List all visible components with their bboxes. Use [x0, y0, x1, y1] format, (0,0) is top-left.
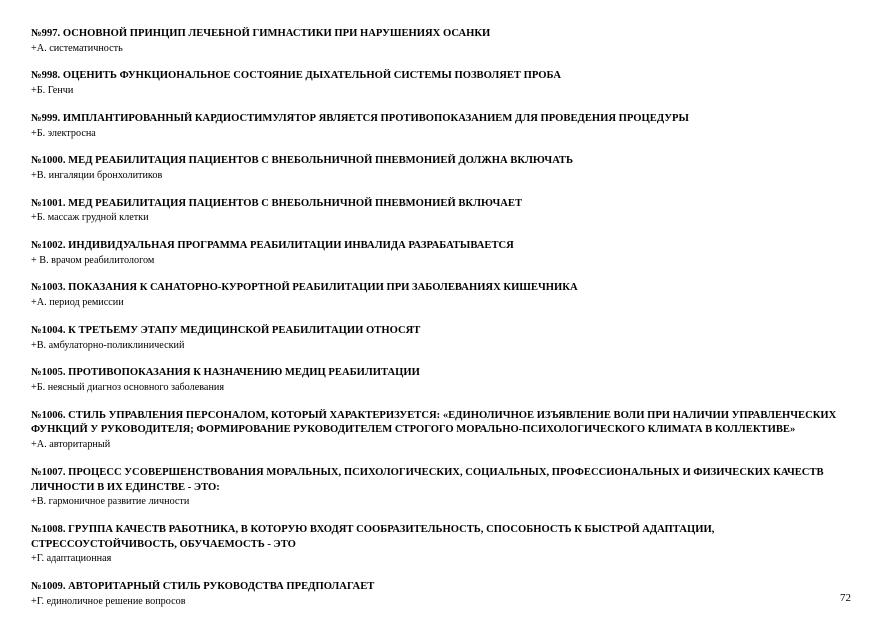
document-page	[31, 27, 851, 622]
question-text: №997. ОСНОВНОЙ ПРИНЦИП ЛЕЧЕБНОЙ ГИМНАСТИКИ ПРИ НАРУШЕНИЯХ ОСАНКИ	[31, 28, 491, 39]
question-block	[31, 409, 851, 453]
page-number: 72	[840, 592, 851, 604]
answer-text: +Б. неясный диагноз основного заболевания	[31, 381, 225, 393]
answer-text: +Б. массаж грудной клетки	[31, 212, 149, 224]
question-block	[31, 580, 851, 609]
answer-text: +Г. единоличное решение вопросов	[31, 595, 186, 607]
question-block	[31, 239, 851, 268]
answer-text: +А. период ремиссии	[31, 297, 124, 309]
answer-text: +А. авторитарный	[31, 439, 111, 451]
question-text: №1005. ПРОТИВОПОКАЗАНИЯ К НАЗНАЧЕНИЮ МЕДИЦ РЕАБИЛИТАЦИИ	[31, 367, 420, 379]
answer-text: +Б. электросна	[31, 127, 96, 139]
answer-text: +В. ингаляции бронхолитиков	[31, 169, 163, 181]
question-text: №1003. ПОКАЗАНИЯ К САНАТОРНО-КУРОРТНОЙ РЕАБИЛИТАЦИИ ПРИ ЗАБОЛЕВАНИЯХ КИШЕЧНИКА	[31, 282, 578, 294]
answer-text: +В. амбулаторно-поликлинический	[31, 339, 185, 351]
answer-text: +А. систематичность	[31, 42, 123, 54]
question-text: №999. ИМПЛАНТИРОВАННЫЙ КАРДИОСТИМУЛЯТОР ЯВЛЯЕТСЯ ПРОТИВОПОКАЗАНИЕМ ДЛЯ ПРОВЕДЕНИЯ ПРОЦЕДУРЫ	[31, 112, 689, 124]
question-block	[31, 69, 851, 98]
question-block	[31, 154, 851, 183]
question-text: №1004. К ТРЕТЬЕМУ ЭТАПУ МЕДИЦИНСКОЙ РЕАБИЛИТАЦИИ ОТНОСЯТ	[31, 324, 421, 336]
question-text: №1009. АВТОРИТАРНЫЙ СТИЛЬ РУКОВОДСТВА ПРЕДПОЛАГАЕТ	[31, 581, 375, 593]
question-text: №1000. МЕД РЕАБИЛИТАЦИЯ ПАЦИЕНТОВ С ВНЕБОЛЬНИЧНОЙ ПНЕВМОНИЕЙ ДОЛЖНА ВКЛЮЧАТЬ	[31, 155, 573, 167]
question-text: №1007. ПРОЦЕСС УСОВЕРШЕНСТВОВАНИЯ МОРАЛЬНЫХ, ПСИХОЛОГИЧЕСКИХ, СОЦИАЛЬНЫХ, ПРОФЕССИОНАЛЬНЫХ И ФИЗИЧЕСКИХ КАЧЕСТВ ЛИЧНОСТИ В ИХ ЕДИНСТВЕ - ЭТО:	[31, 466, 824, 493]
question-text: №1008. ГРУППА КАЧЕСТВ РАБОТНИКА, В КОТОРУЮ ВХОДЯТ СООБРАЗИТЕЛЬНОСТЬ, СПОСОБНОСТЬ К БЫСТРОЙ АДАПТАЦИИ, СТРЕССОУСТОЙЧИВОСТЬ, ОБУЧАЕМОСТЬ - ЭТО	[31, 523, 715, 550]
answer-text: +Б. Генчи	[31, 85, 74, 97]
answer-text: + В. врачом реабилитологом	[31, 254, 155, 266]
question-block	[31, 112, 851, 141]
question-block	[31, 324, 851, 353]
answer-text: +Г. адаптационная	[31, 553, 112, 565]
question-block	[31, 366, 851, 395]
question-text: №1002. ИНДИВИДУАЛЬНАЯ ПРОГРАММА РЕАБИЛИТАЦИИ ИНВАЛИДА РАЗРАБАТЫВАЕТСЯ	[31, 239, 514, 251]
question-text: №1006. СТИЛЬ УПРАВЛЕНИЯ ПЕРСОНАЛОМ, КОТОРЫЙ ХАРАКТЕРИЗУЕТСЯ: «ЕДИНОЛИЧНОЕ ИЗЪЯВЛЕНИЕ ВОЛИ ПРИ НАЛИЧИИ УПРАВЛЕНЧЕСКИХ ФУНКЦИЙ У РУКОВОДИТЕЛЯ; ФОРМИРОВАНИЕ РУКОВОДИТЕЛЕМ СТРОГОГО МОРАЛЬНО-ПСИХОЛОГИЧЕСКОГО КЛИМАТА В КОЛЛЕКТИВЕ»	[31, 409, 837, 436]
answer-text: +В. гармоничное развитие личности	[31, 496, 190, 508]
question-block	[31, 197, 851, 226]
question-block	[31, 523, 851, 567]
question-text: №1001. МЕД РЕАБИЛИТАЦИЯ ПАЦИЕНТОВ С ВНЕБОЛЬНИЧНОЙ ПНЕВМОНИЕЙ ВКЛЮЧАЕТ	[31, 197, 523, 209]
question-text: №998. ОЦЕНИТЬ ФУНКЦИОНАЛЬНОЕ СОСТОЯНИЕ ДЫХАТЕЛЬНОЙ СИСТЕМЫ ПОЗВОЛЯЕТ ПРОБА	[31, 70, 562, 82]
question-block	[31, 27, 851, 56]
question-block	[31, 466, 851, 510]
question-block	[31, 281, 851, 310]
